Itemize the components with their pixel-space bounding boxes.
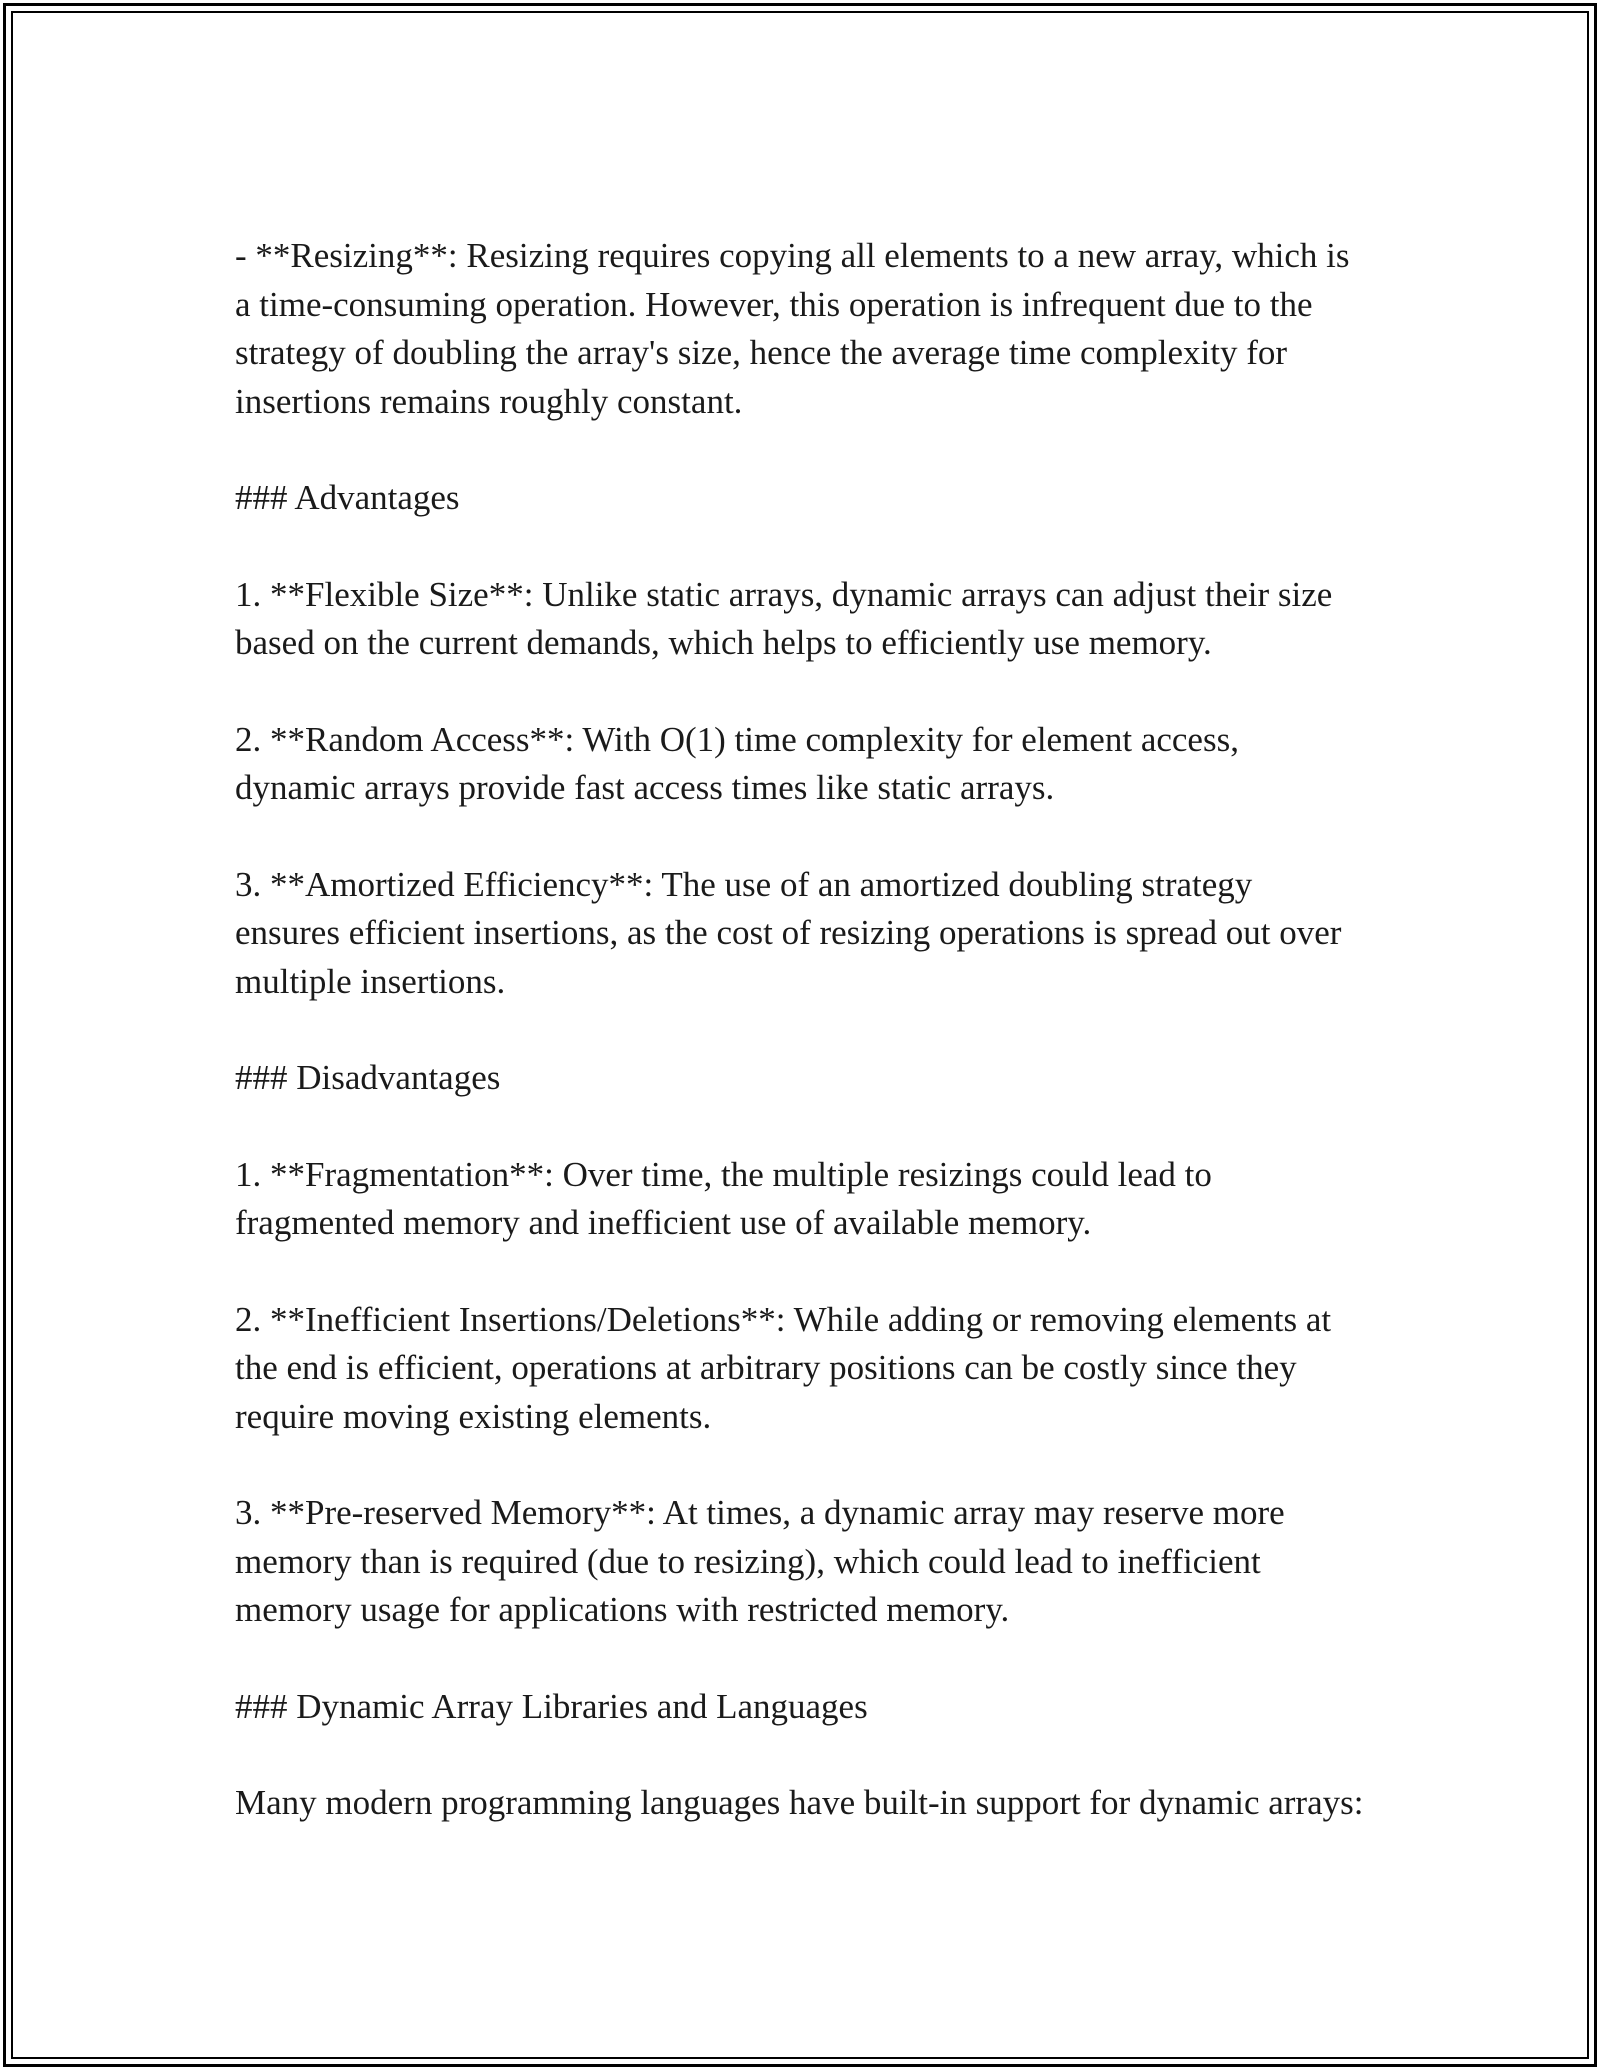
paragraph-pre-reserved-memory: 3. **Pre-reserved Memory**: At times, a dynamic array may reserve more memory than is required (due to resizing), which could lead to inefficient memory usage for applications with restricted memory. xyxy=(235,1493,1285,1629)
paragraph-resizing: - **Resizing**: Resizing requires copying all elements to a new array, which is a time-consuming operation. However, this operation is infrequent due to the strategy of doubling the array's size, hence the average time complexity for insertions remains roughly constant. xyxy=(235,236,1350,421)
heading-disadvantages: ### Disadvantages xyxy=(235,1058,501,1097)
paragraph-amortized-efficiency: 3. **Amortized Efficiency**: The use of an amortized doubling strategy ensures efficient insertions, as the cost of resizing operations is spread out over multiple insertions. xyxy=(235,864,1342,1001)
document-body xyxy=(235,232,1365,1828)
paragraph-built-in-support: Many modern programming languages have built-in support for dynamic arrays: xyxy=(235,1783,1364,1822)
paragraph-inefficient-insertions: 2. **Inefficient Insertions/Deletions**: While adding or removing elements at the end is efficient, operations at arbitrary positions can be costly since they require moving existing elements. xyxy=(235,1299,1332,1436)
heading-libraries-languages: ### Dynamic Array Libraries and Languages xyxy=(235,1686,868,1726)
heading-advantages: ### Advantages xyxy=(235,478,460,517)
paragraph-fragmentation: 1. **Fragmentation**: Over time, the multiple resizings could lead to fragmented memory and inefficient use of available memory. xyxy=(235,1154,1212,1242)
paragraph-flexible-size: 1. **Flexible Size**: Unlike static arrays, dynamic arrays can adjust their size based on the current demands, which helps to efficiently use memory. xyxy=(235,574,1333,662)
paragraph-random-access: 2. **Random Access**: With O(1) time complexity for element access, dynamic arrays provide fast access times like static arrays. xyxy=(235,719,1239,807)
